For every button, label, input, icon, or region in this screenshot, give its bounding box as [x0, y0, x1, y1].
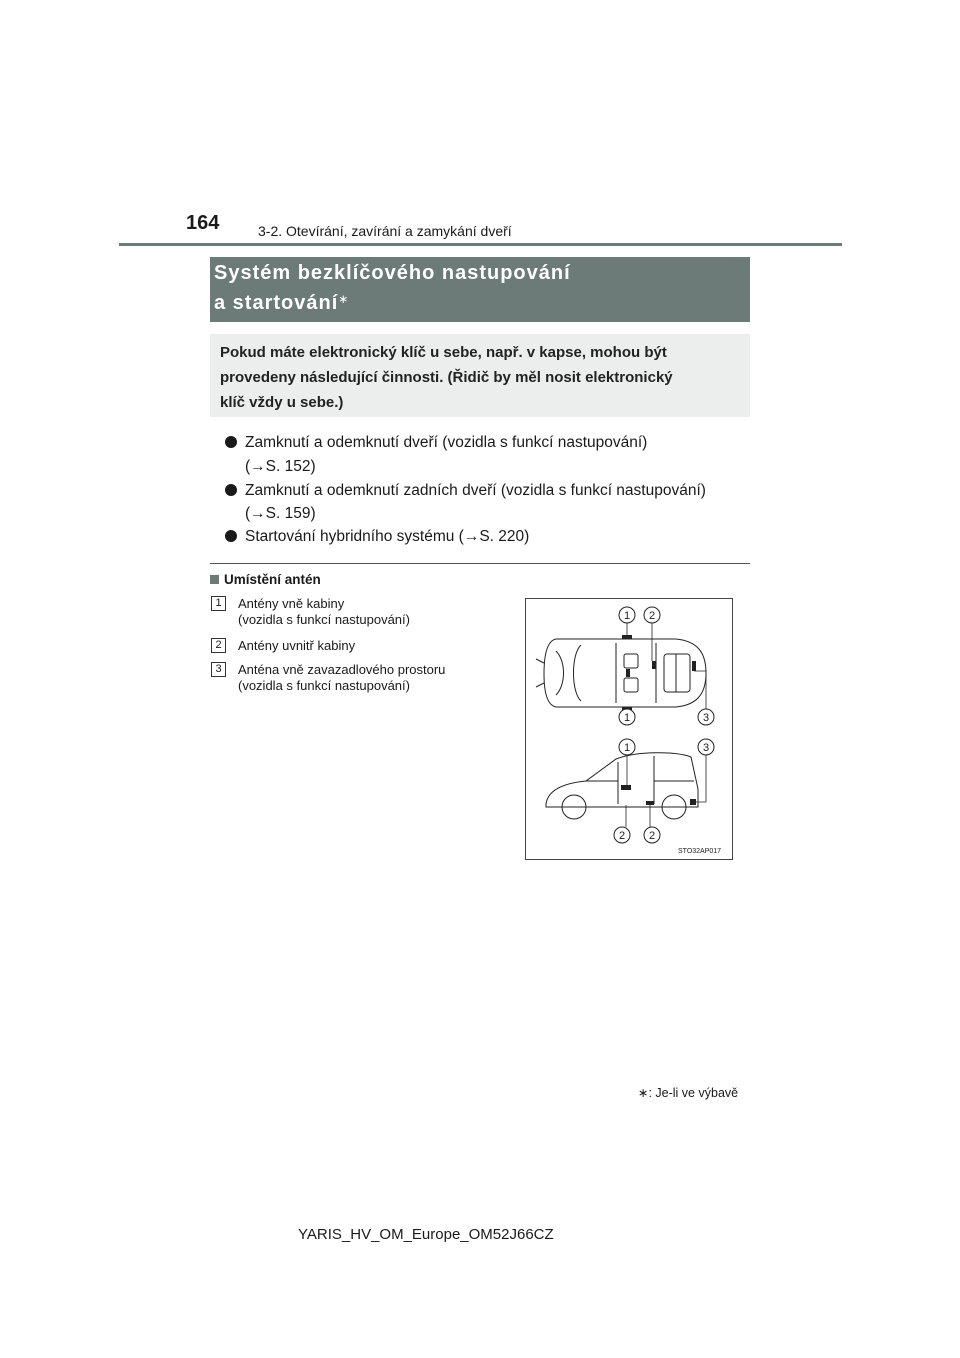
section-title: 3-2. Otevírání, zavírání a zamykání dveří	[258, 223, 512, 239]
document-id: YARIS_HV_OM_Europe_OM52J66CZ	[298, 1226, 554, 1243]
antenna-location-figure	[525, 598, 733, 860]
legend-line: (vozidla s funkcí nastupování)	[238, 678, 410, 693]
bullet-icon	[225, 436, 237, 448]
intro-line-2: provedeny následující činnosti. (Řidič by měl nosit elektronický	[220, 369, 673, 386]
page-reference[interactable]: (→S. 152)	[245, 458, 316, 475]
callout-label: 1	[623, 610, 631, 622]
car-top-view	[536, 639, 706, 707]
antenna-marks	[622, 635, 696, 711]
page-number: 164	[186, 212, 220, 234]
title-line-2-text: a startování	[214, 292, 339, 314]
asterisk-mark: ∗	[338, 292, 350, 306]
section-divider	[210, 563, 750, 564]
subsection-heading-text: Umístění antén	[224, 572, 321, 587]
intro-box	[210, 334, 750, 417]
title-line-2	[214, 292, 349, 315]
legend-number: 1	[211, 596, 226, 611]
callout-label: 1	[623, 742, 631, 754]
bullet-item	[225, 528, 529, 546]
bullet-icon	[225, 530, 237, 542]
bullet-text: Zamknutí a odemknutí dveří (vozidla s funkcí nastupování)	[245, 434, 648, 451]
figure-code: STO32AP017	[678, 848, 722, 855]
legend-line: Antény uvnitř kabiny	[238, 638, 356, 653]
callout-circles	[614, 607, 714, 843]
legend-item	[238, 638, 355, 654]
legend-line: Antény vně kabiny	[238, 596, 345, 611]
title-line-1: Systém bezklíčového nastupování	[214, 262, 571, 284]
callout-label: 1	[623, 712, 631, 724]
square-bullet-icon	[210, 575, 219, 584]
intro-line-1: Pokud máte elektronický klíč u sebe, např. v kapse, mohou být	[220, 344, 667, 361]
bullet-text[interactable]: Startování hybridního systému (→S. 220)	[245, 528, 530, 545]
car-diagram	[526, 599, 732, 859]
legend-item	[238, 596, 410, 628]
header-divider	[119, 243, 842, 246]
title-banner	[210, 257, 750, 322]
bullet-item	[225, 434, 647, 452]
legend-item	[238, 662, 445, 694]
callout-label: 2	[648, 610, 656, 622]
footnote: ∗: Je-li ve výbavě	[638, 1086, 739, 1100]
legend-line: (vozidla s funkcí nastupování)	[238, 612, 410, 627]
subsection-heading	[210, 572, 321, 587]
bullet-text: Zamknutí a odemknutí zadních dveří (vozidla s funkcí nastupování)	[245, 482, 706, 499]
callout-label: 3	[702, 742, 710, 754]
bullet-item	[225, 482, 706, 500]
callout-label: 2	[648, 830, 656, 842]
intro-line-3: klíč vždy u sebe.)	[220, 394, 344, 411]
legend-line: Anténa vně zavazadlového prostoru	[238, 662, 446, 677]
legend-number: 3	[211, 662, 226, 677]
callout-label: 2	[618, 830, 626, 842]
legend-number: 2	[211, 638, 226, 653]
bullet-icon	[225, 484, 237, 496]
page-reference[interactable]: (→S. 159)	[245, 505, 316, 522]
callout-label: 3	[702, 712, 710, 724]
